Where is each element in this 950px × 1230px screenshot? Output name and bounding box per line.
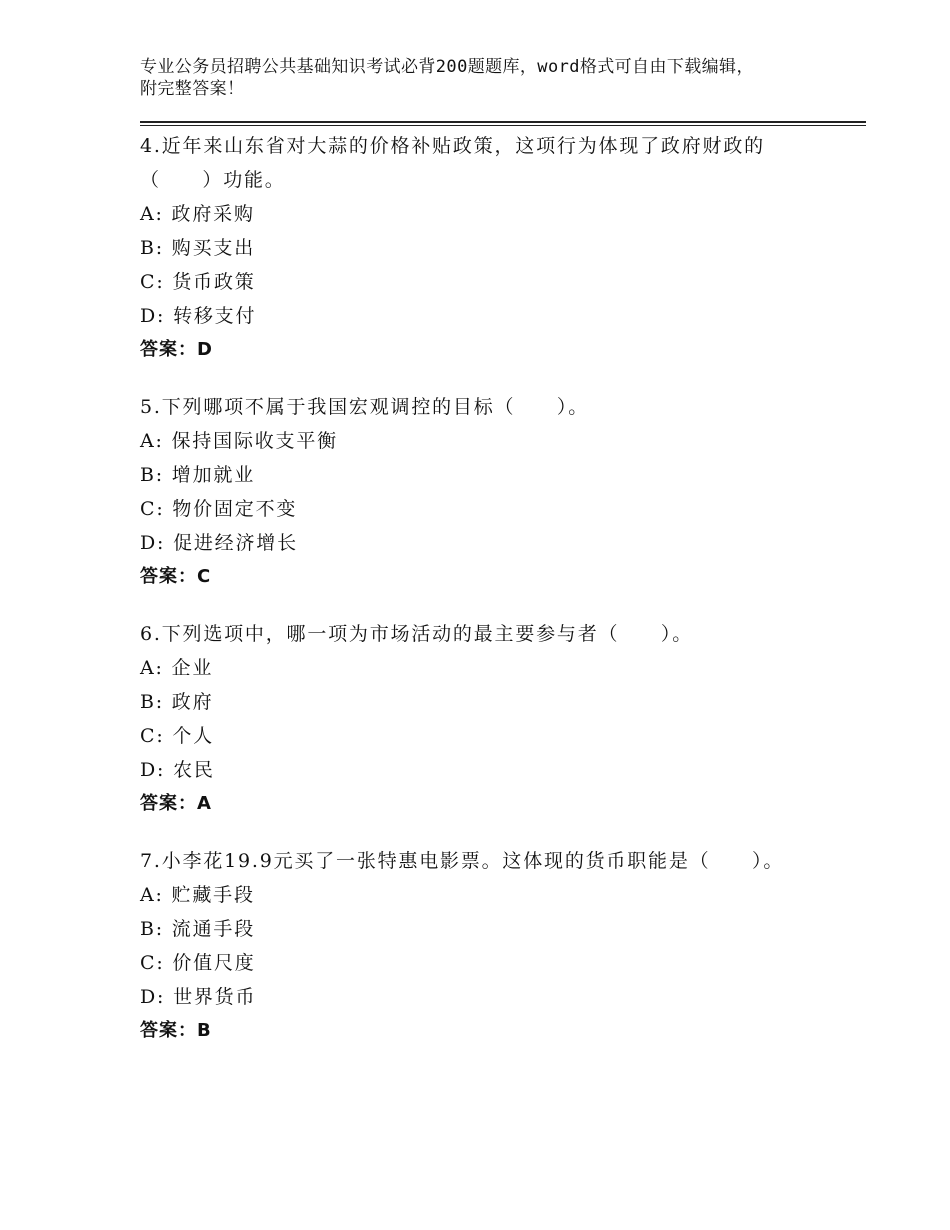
answer-line: 答案：D <box>140 339 213 360</box>
option-c: C: 货币政策 <box>140 271 256 293</box>
question-stem: 4.近年来山东省对大蒜的价格补贴政策，这项行为体现了政府财政的（ ）功能。 <box>140 135 765 191</box>
option-d: D: 转移支付 <box>140 305 257 327</box>
question-4 <box>140 129 830 367</box>
option-a: A: 企业 <box>140 657 214 679</box>
document-header <box>140 56 840 100</box>
option-d: D: 农民 <box>140 759 215 781</box>
option-b: B: 政府 <box>140 691 214 713</box>
option-d: D: 世界货币 <box>140 986 257 1008</box>
answer-line: 答案：C <box>140 566 212 587</box>
option-c: C: 物价固定不变 <box>140 498 298 520</box>
option-a: A: 政府采购 <box>140 203 255 225</box>
question-stem: 7.小李花19.9元买了一张特惠电影票。这体现的货币职能是（ ）。 <box>140 850 785 872</box>
question-5 <box>140 390 830 594</box>
header-line-1: 专业公务员招聘公共基础知识考试必背200题题库，word格式可自由下载编辑， <box>140 57 754 77</box>
answer-line: 答案：A <box>140 793 212 814</box>
question-7 <box>140 844 830 1048</box>
option-a: A: 保持国际收支平衡 <box>140 430 338 452</box>
header-divider-thick <box>140 121 866 123</box>
question-list <box>140 129 830 1071</box>
option-b: B: 流通手段 <box>140 918 256 940</box>
option-b: B: 增加就业 <box>140 464 256 486</box>
question-stem: 5.下列哪项不属于我国宏观调控的目标（ ）。 <box>140 396 590 418</box>
option-d: D: 促进经济增长 <box>140 532 298 554</box>
answer-line: 答案：B <box>140 1020 212 1041</box>
option-a: A: 贮藏手段 <box>140 884 255 906</box>
option-b: B: 购买支出 <box>140 237 256 259</box>
question-6 <box>140 617 830 821</box>
option-c: C: 个人 <box>140 725 214 747</box>
header-divider-thin <box>140 125 866 126</box>
option-c: C: 价值尺度 <box>140 952 256 974</box>
header-line-2: 附完整答案！ <box>140 79 245 99</box>
question-stem: 6.下列选项中，哪一项为市场活动的最主要参与者（ ）。 <box>140 623 694 645</box>
